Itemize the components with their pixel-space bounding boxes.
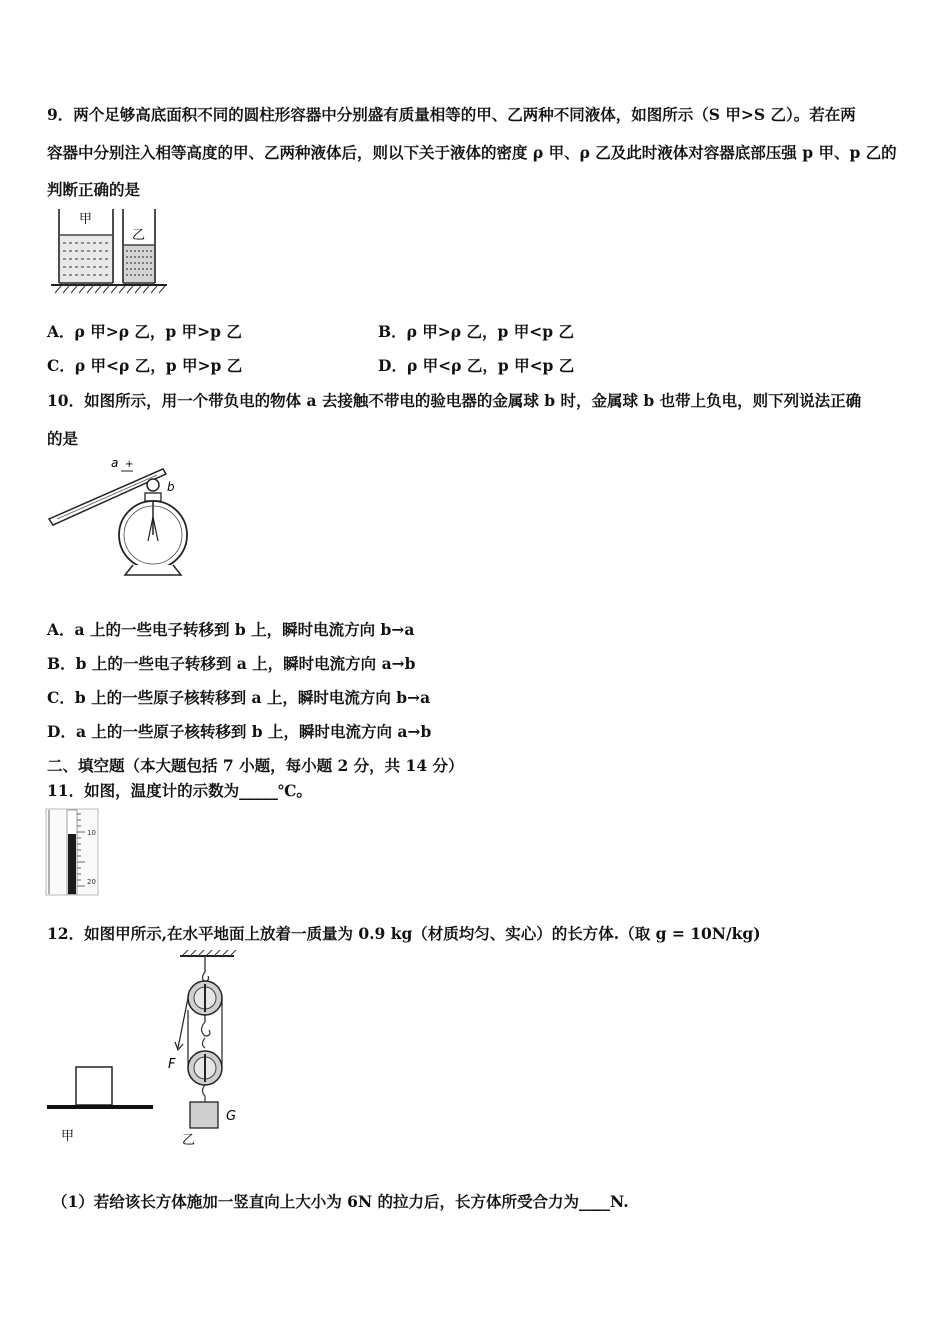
q12-sub-question-1: （1）若给该长方体施加一竖直向上大小为 6N 的拉力后，长方体所受合力为____N. [52, 1192, 629, 1211]
q11-scale-bottom: 20 [87, 878, 96, 886]
q10-label-b: b [167, 480, 175, 494]
q12-label-g: G [226, 1109, 237, 1124]
q12-label-jia: 甲 [61, 1129, 75, 1144]
q9-option-a: A．ρ 甲>ρ 乙，p 甲>p 乙 [47, 322, 242, 341]
q10-line-1: 10．如图所示，用一个带负电的物体 a 去接触不带电的验电器的金属球 b 时，金属球 b 也带上负电，则下列说法正确 [47, 391, 862, 410]
q11-line-1: 11．如图，温度计的示数为_____℃。 [47, 781, 312, 800]
q9-containers-figure [47, 205, 177, 297]
q9-line-2: 容器中分别注入相等高度的甲、乙两种液体后，则以下关于液体的密度 ρ 甲、ρ 乙及此时液体对容器底部压强 p 甲、p 乙的 [47, 143, 897, 162]
q12-pulley-figure-yi [160, 950, 250, 1150]
q10-option-b: B．b 上的一些电子转移到 a 上，瞬时电流方向 a→b [47, 654, 416, 673]
q12-label-yi: 乙 [182, 1133, 196, 1148]
q11-scale-top: 10 [87, 829, 96, 837]
q9-label-jia: 甲 [79, 212, 93, 227]
q9-option-d: D．ρ 甲<ρ 乙，p 甲<p 乙 [378, 356, 575, 375]
q10-line-2: 的是 [47, 429, 79, 448]
q12-block-figure-jia [45, 950, 160, 1150]
svg-text:+: + [125, 459, 134, 470]
q10-option-c: C．b 上的一些原子核转移到 a 上，瞬时电流方向 b→a [47, 688, 431, 707]
q9-line-3: 判断正确的是 [47, 180, 141, 199]
q9-line-1: 9．两个足够高底面积不同的圆柱形容器中分别盛有质量相等的甲、乙两种不同液体，如图所示（S 甲>S 乙）。若在两 [47, 105, 856, 124]
q9-option-b: B．ρ 甲>ρ 乙，p 甲<p 乙 [378, 322, 574, 341]
q9-option-c: C．ρ 甲<ρ 乙，p 甲>p 乙 [47, 356, 243, 375]
q10-label-a: a [111, 456, 119, 470]
q9-label-yi: 乙 [132, 228, 146, 243]
q10-electroscope-figure [45, 455, 195, 580]
q11-thermometer-figure [45, 808, 101, 896]
q12-line-1: 12．如图甲所示,在水平地面上放着一质量为 0.9 kg（材质均匀、实心）的长方体.（取 g = 10N/kg) [47, 924, 761, 943]
q12-label-f: F [168, 1057, 176, 1072]
q10-option-a: A．a 上的一些电子转移到 b 上，瞬时电流方向 b→a [47, 620, 415, 639]
q10-option-d: D．a 上的一些原子核转移到 b 上，瞬时电流方向 a→b [47, 722, 432, 741]
section-2-heading: 二、填空题（本大题包括 7 小题，每小题 2 分，共 14 分） [47, 756, 464, 775]
